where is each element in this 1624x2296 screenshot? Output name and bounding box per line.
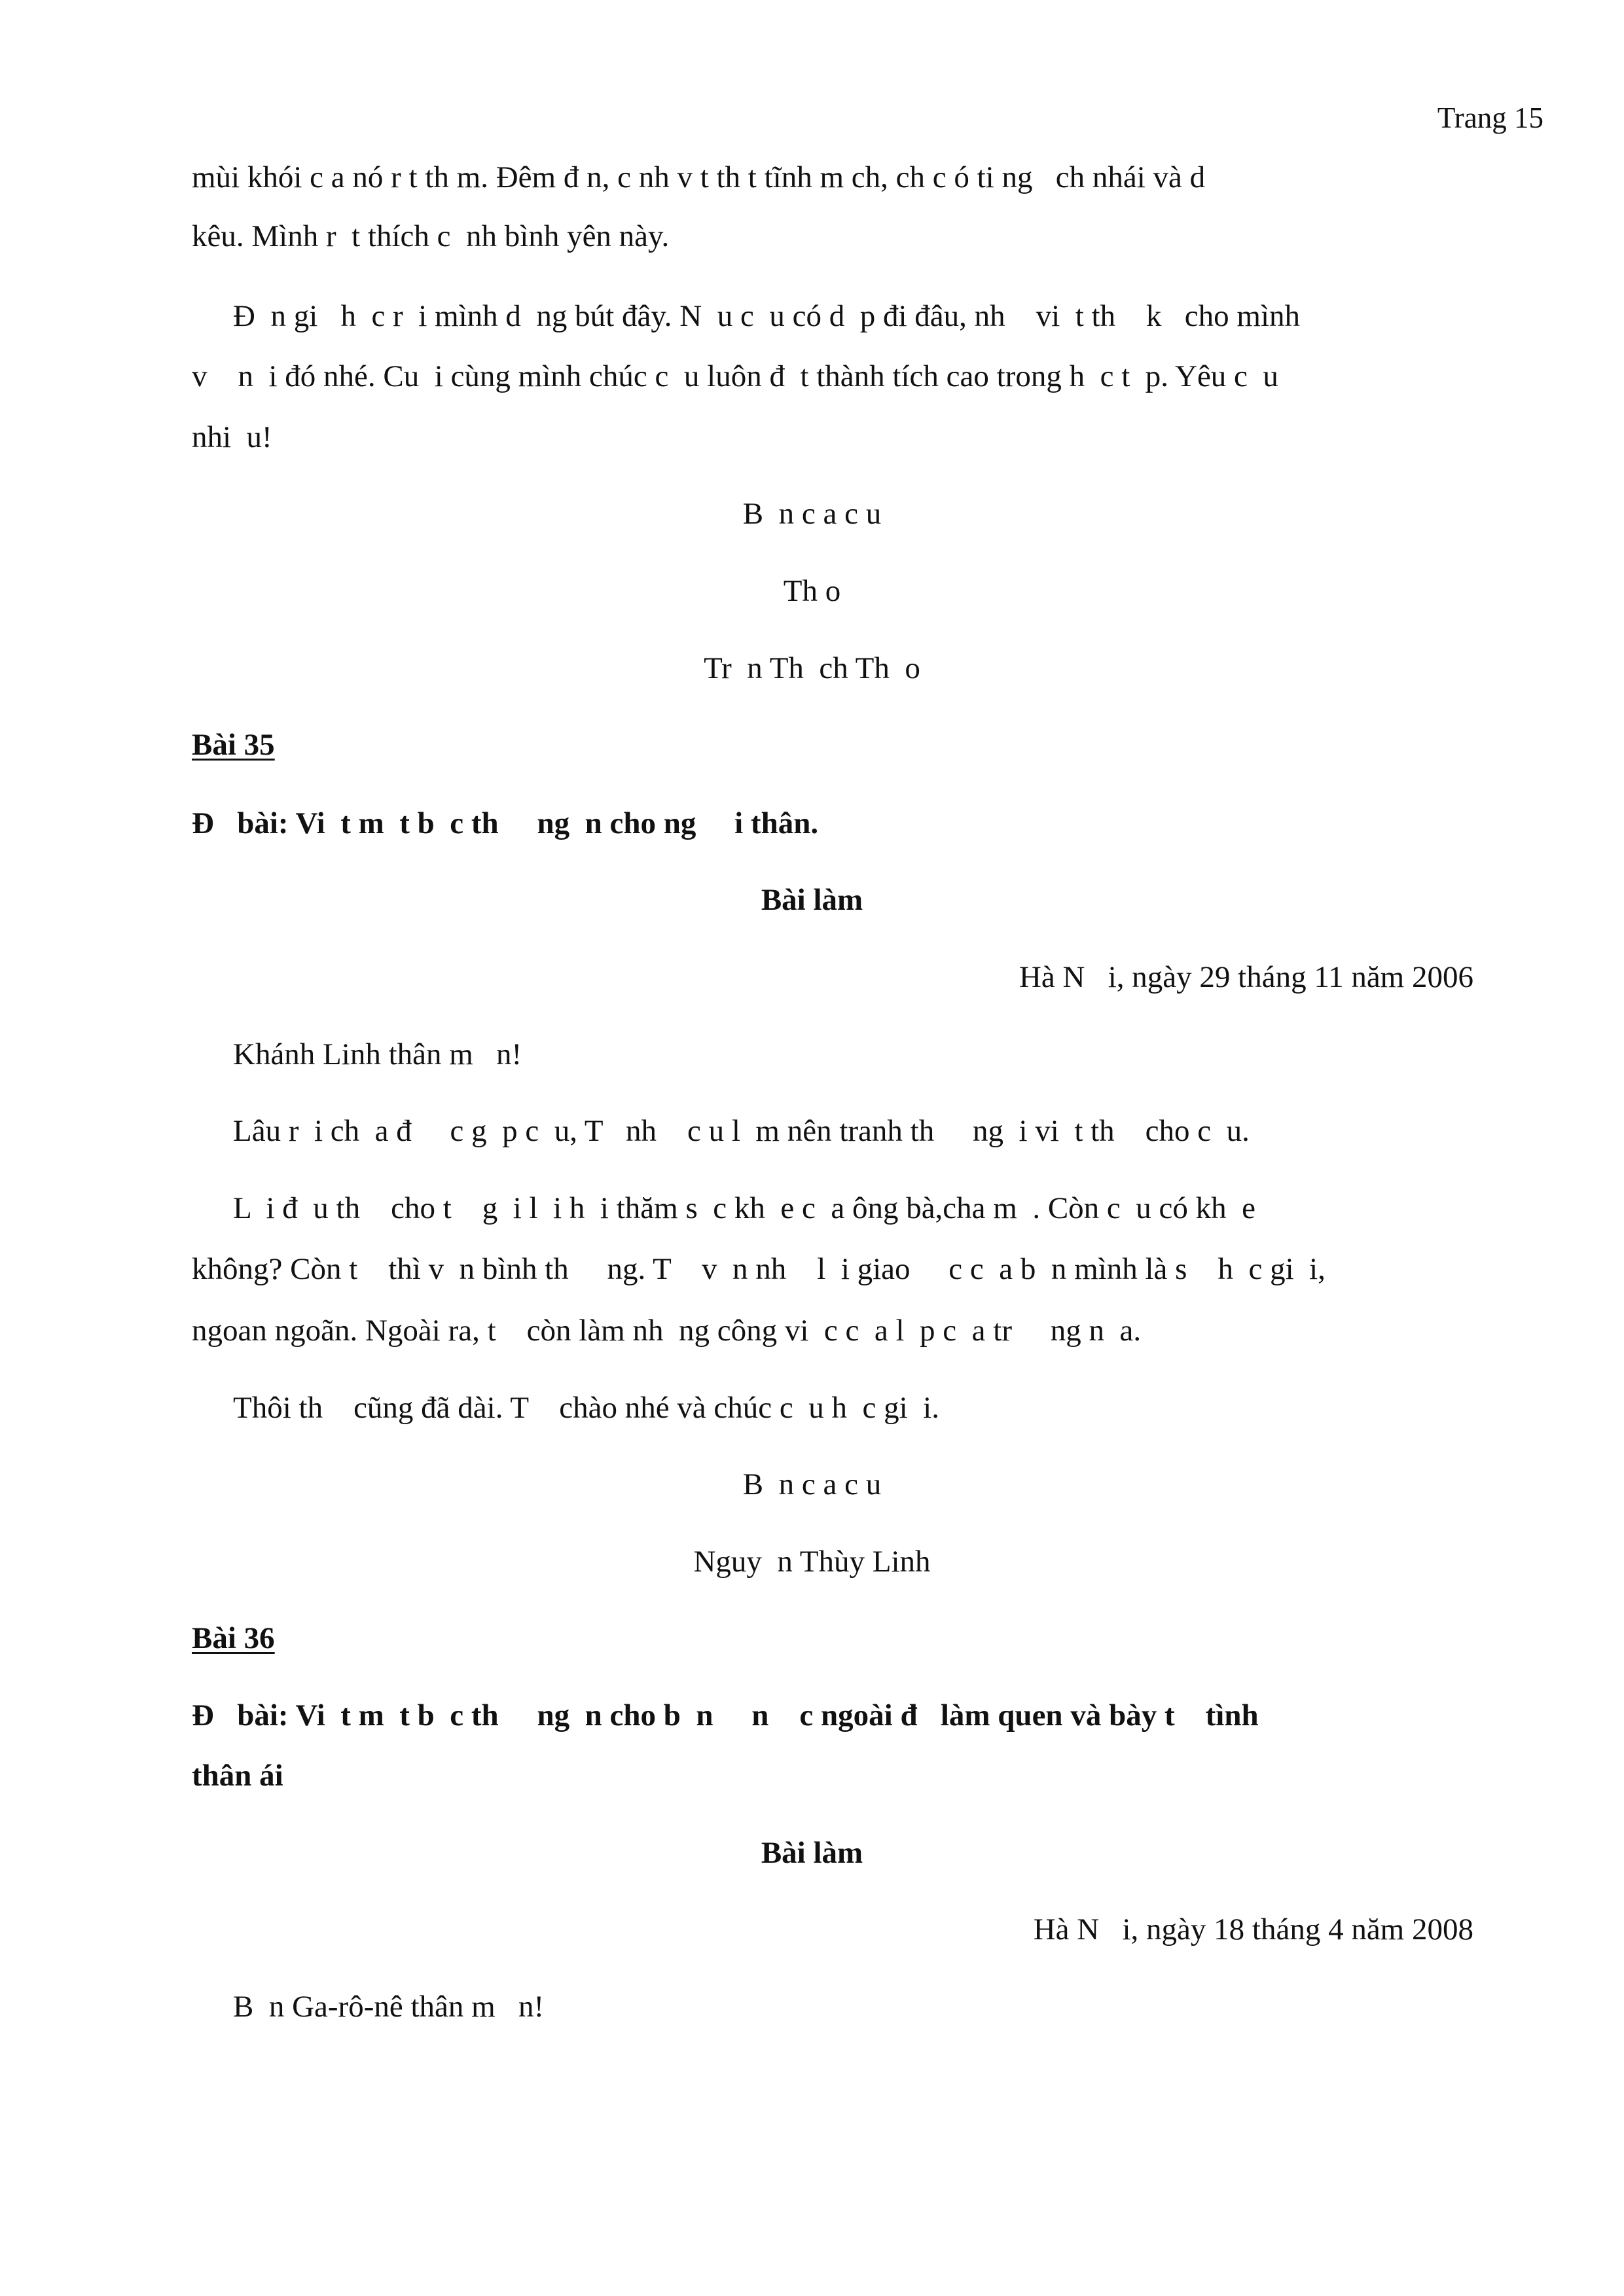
bai35-body-line-2: L i đ u th cho t g i l i h i thăm s c kh e c a ông bà,cha m . Còn c u có kh e <box>233 1191 1256 1225</box>
bai35-date: Hà N i, ngày 29 tháng 11 năm 2006 <box>1019 960 1473 994</box>
letter1-para2-line-3: nhi u! <box>192 420 272 454</box>
bai36-bai-lam: Bài làm <box>761 1836 863 1870</box>
bai35-heading: Bài 35 <box>192 728 275 762</box>
bai35-signature: Nguy n Thùy Linh <box>693 1545 931 1579</box>
bai35-prompt: Đ bài: Vi t m t b c th ng n cho ng i thân. <box>192 806 819 840</box>
bai36-prompt-line-2: thân ái <box>192 1759 283 1793</box>
bai35-closing-line: Thôi th cũng đã dài. T chào nhé và chúc c u h c gi i. <box>233 1391 939 1425</box>
letter1-signature: Tr n Th ch Th o <box>704 651 920 685</box>
letter1-para2-line-2: v n i đó nhé. Cu i cùng mình chúc c u luôn đ t thành tích cao trong h c t p. Yêu c u <box>192 359 1278 393</box>
bai35-greeting: Khánh Linh thân m n! <box>233 1037 522 1071</box>
bai36-date: Hà N i, ngày 18 tháng 4 năm 2008 <box>1033 1912 1473 1946</box>
page-number: Trang 15 <box>1437 101 1543 134</box>
letter1-closing: B n c a c u <box>742 497 882 531</box>
bai35-body-line-3: không? Còn t thì v n bình th ng. T v n nh l i giao c c a b n mình là s h c gi i, <box>192 1252 1326 1286</box>
letter1-line-2: kêu. Mình r t thích c nh bình yên này. <box>192 219 670 253</box>
bai35-body-line-1: Lâu r i ch a đ c g p c u, T nh c u l m nên tranh th ng i vi t th cho c u. <box>233 1114 1250 1148</box>
bai36-heading: Bài 36 <box>192 1621 275 1655</box>
letter1-para2-line-1: Đ n gi h c r i mình d ng bút đây. N u c u có d p đi đâu, nh vi t th k cho mình <box>233 299 1301 333</box>
letter1-signoff: Th o <box>783 574 841 608</box>
bai36-prompt-line-1: Đ bài: Vi t m t b c th ng n cho b n n c ngoài đ làm quen và bày t tình <box>192 1698 1259 1732</box>
letter1-line-1: mùi khói c a nó r t th m. Đêm đ n, c nh v t th t tĩnh m ch, ch c ó ti ng ch nhái và d <box>192 160 1206 194</box>
bai36-greeting: B n Ga-rô-nê thân m n! <box>233 1990 545 2024</box>
bai35-body-line-4: ngoan ngoãn. Ngoài ra, t còn làm nh ng công vi c c a l p c a tr ng n a. <box>192 1314 1142 1348</box>
bai35-closing: B n c a c u <box>742 1467 882 1501</box>
bai35-bai-lam: Bài làm <box>761 883 863 917</box>
